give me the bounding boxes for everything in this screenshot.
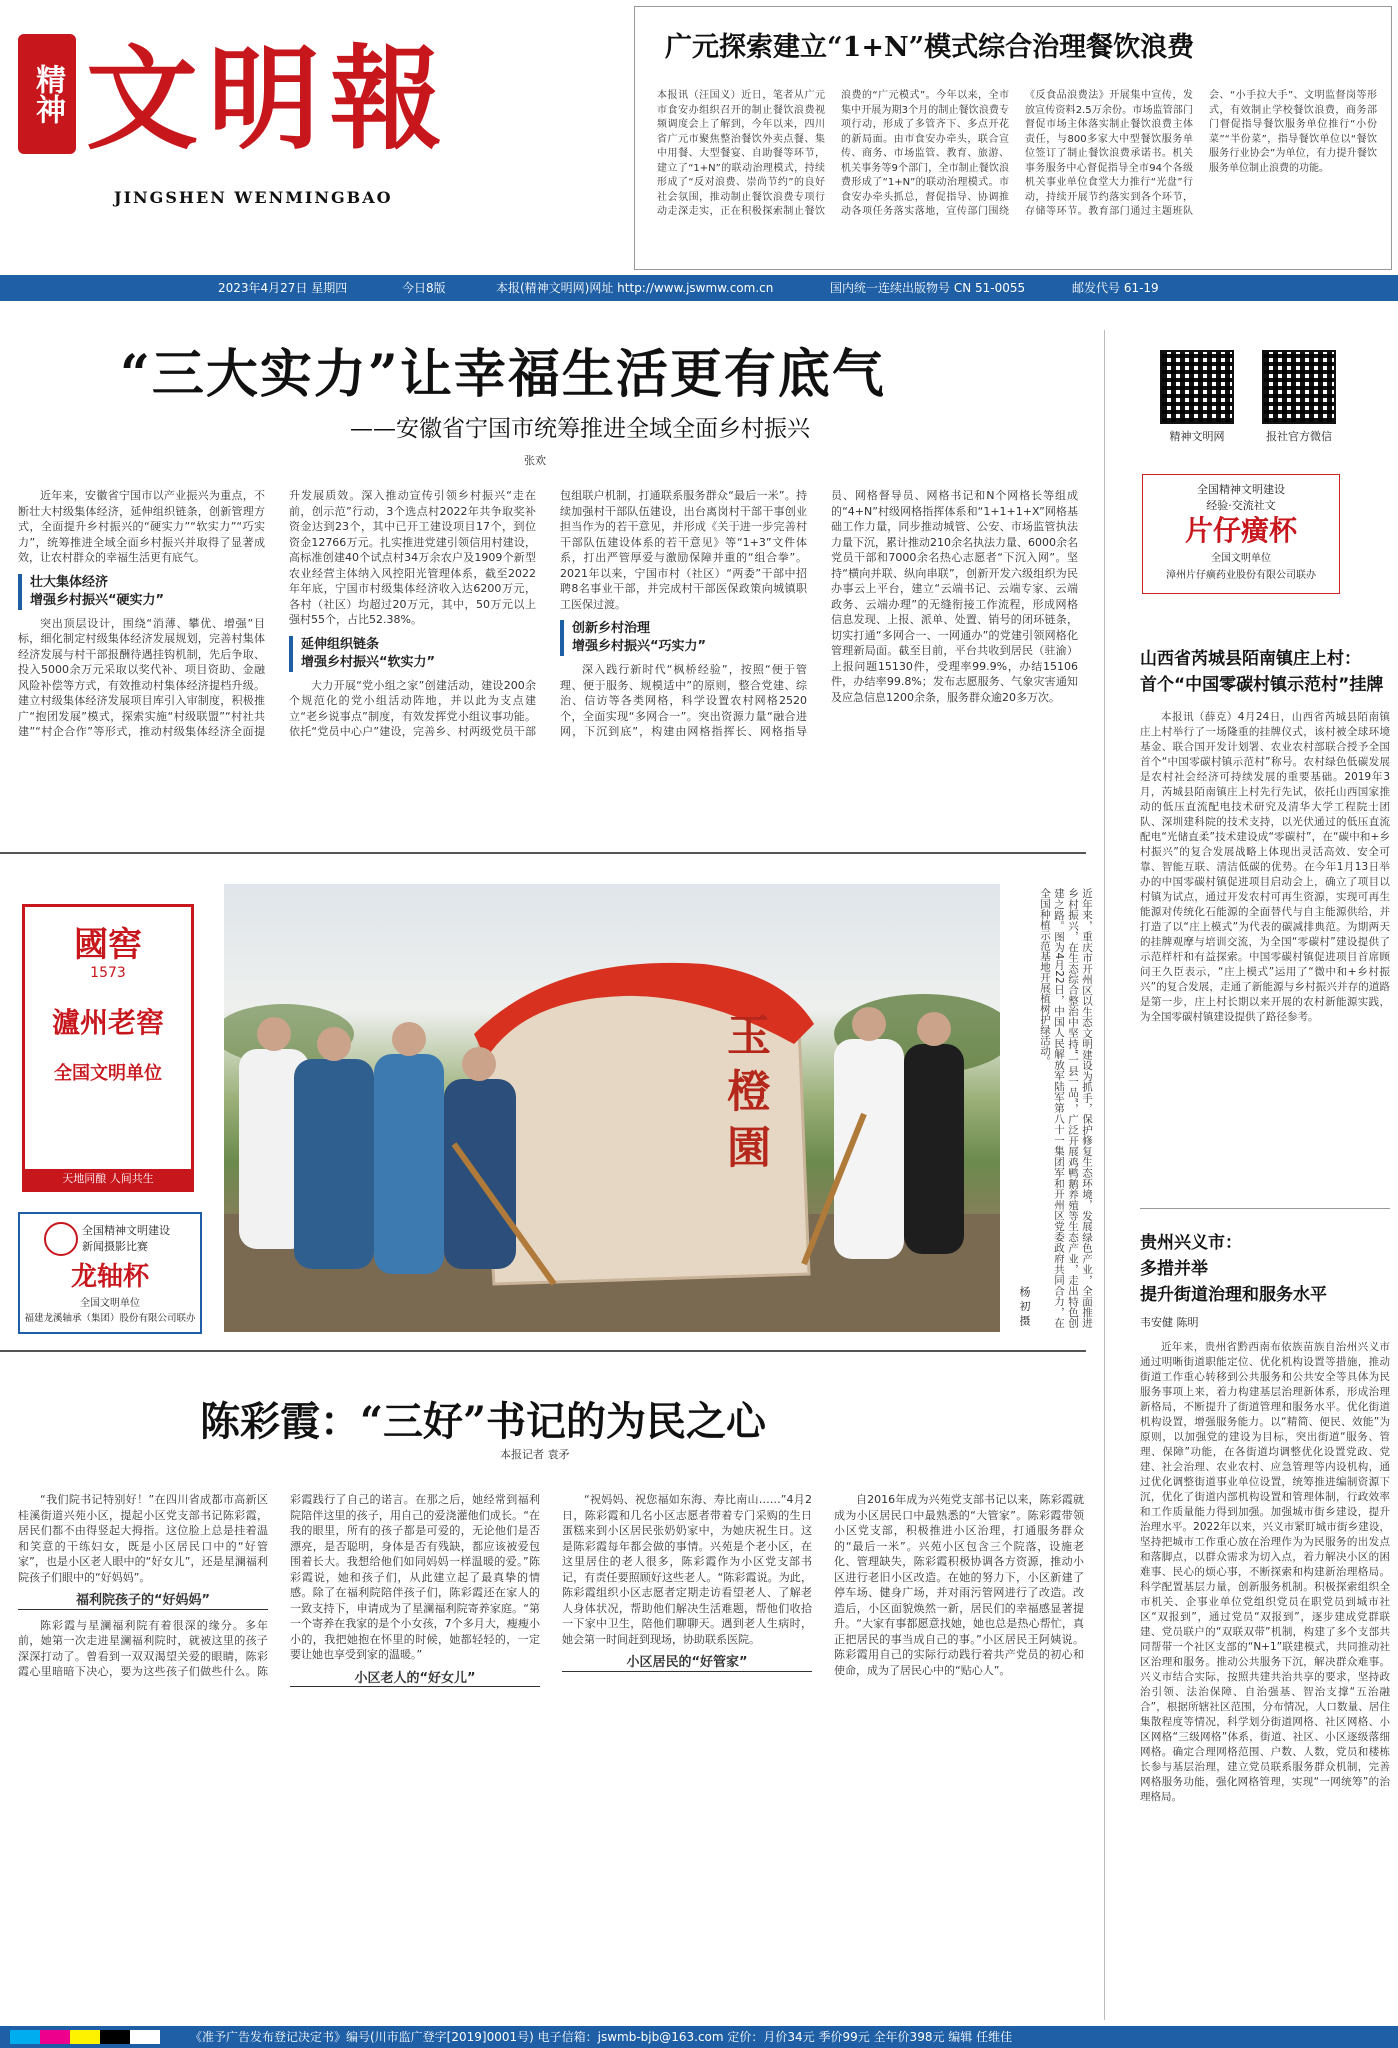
ad-guojiao-unit: 全国文明单位 [54,1063,162,1084]
bottom-author: 本报记者 袁矛 [500,1448,570,1461]
qr-code-icon [1262,350,1336,424]
ad-guojiao-logo: 國窖 [74,925,142,965]
ad-longzhou-line2: 新闻摄影比赛 [82,1240,148,1253]
divider-photo [0,1350,1086,1352]
photo-caption: 近年来，重庆市开州区以生态文明建设为抓手，保护修复生态环境，发展绿色产业，全面推进乡村振兴，在生态综合整治中坚持“一县一品”，广泛开展鸡鸭鹅养殖等生态产业，走出特色创建之路。图为4月22日，中国人民解放军陆军第八十一集团军和开州区党委政府共同合力，在全国种植示范基地开展植树护绿活动。 [1039,888,1093,1328]
right-article1-body: 本报讯（薛克）4月24日，山西省芮城县陌南镇庄上村举行了一场隆重的挂牌仪式，该村被全球环境基金、联合国开发计划署、农业农村部联合授予全国首个“中国零碳村镇示范村”称号。农村绿色低碳发展是农村社会经济可持续发展的重要基础。2019年3月，芮城县陌南镇庄上村先行先试，依托山西国家推动的低压直流配电技术研究及清华大学工程院士团队、深圳建科院的技术支持，以光伏通过的低压直流配电“光储直柔”技术建设成“零碳村”，在“碳中和+乡村振兴”的复合发展战略上体现出灵活高效、安全可靠、智能互联、清洁低碳的优势。在今年1月13日举办的中国零碳村镇促进项目启动会上，确立了项目以村镇为试点，通过开发农村可再生资源，实现可再生能源对传统化石能源的全面替代与自主能源供给，并打造了以“庄上模式”为代表的碳减排典范。为期两天的挂牌观摩与培训交流，为全国“零碳村”建设提供了示范样杆和有益探索。中国零碳村镇促进项目首席顾问王久臣表示，“庄上模式”运用了“微中和+乡村振兴”的复合发展，走通了新能源与乡村振兴并存的道路是第一步，庄上村长期以来开展的农村新能源实践，为全国零碳村镇建设提供了路径参考。 [1140,711,1390,1023]
bottom-text3: 自2016年成为兴苑党支部书记以来，陈彩霞就成为小区居民口中最熟悉的“大管家”。陈彩霞带领小区党支部，积极推进小区治理，打通服务群众的“最后一米”。兴苑小区包含三个院落，设施老化、管理缺失，陈彩霞积极协调各方资源，推动小区进行老旧小区改造。在她的努力下，小区新建了停车场、健身广场，并对雨污管网进行了改造。改造后，小区面貌焕然一新，居民们的幸福感显著提升。“大家有事都愿意找她，她也总是热心帮忙，真正把居民的事当成自己的事。”小区居民王阿姨说。陈彩霞用自己的实际行动践行着共产党员的初心和使命，成为了居民心中的“贴心人”。 [834,1493,1084,1677]
main-intro: 近年来，安徽省宁国市以产业振兴为重点，不断壮大村级集体经济，延伸组织链条，创新管理方式，全面提升乡村振兴的“硬实力”“软实力”“巧实力”，统筹推进全域全面乡村振兴并取得了显著成效，让农村群众的幸福生活更有底气。 [18,489,265,564]
right-article2-headline: 贵州兴义市： 多措并举 提升街道治理和服务水平 [1140,1233,1327,1305]
ad-pzh-brand: 片仔癀杯 [1184,514,1297,547]
qr-right-label: 报社官方微信 [1266,430,1332,443]
qr-wechat[interactable] [1262,350,1336,444]
section2-title: 延伸组织链条 增强乡村振兴“软实力” [289,636,536,672]
right-article2-author: 韦安健 陈明 [1140,1316,1199,1329]
cn-number: 国内统一连续出版物号 CN 51-0055 [830,281,1026,295]
main-subtitle: ——安徽省宁国市统筹推进全域全面乡村振兴 [350,416,810,442]
postal-code: 邮发代号 61-19 [1072,281,1159,295]
issue-date: 2023年4月27日 星期四 [218,281,348,295]
section2-text: 大力开展“党小组之家”创建活动，建设200余个规范化的党小组活动阵地，并以此为支点建立“老乡说事点”制度，有效发挥党小组议事功能。依托“党员中心户”建设，完善乡、村两级党员干部包组联户机制，打通联系服务群众“最后一米”。持续加强村干部队伍建设，出台离岗村干部干事创业担当作为的若干意见，并形成《关于进一步完善村干部队伍建设体系的若干意见》等“1+3”文件体系，打出严管厚爱与激励保障并重的“组合拳”。2021年以来，宁国市村（社区）“两委”干部中招聘8名事业干部，并完成村干部医保政策向城镇职工医保过渡。 [289,489,807,738]
bottom-article-body [18,1492,1084,2012]
main-headline: “三大实力”让幸福生活更有底气 [120,344,886,405]
section1-text: 突出顶层设计，围绕“消薄、攀优、增强”目标，细化制定村级集体经济发展规划，完善村集体经济发展与村干部报酬待遇挂钩机制，先后争取、投入5000余万元采取以奖代补、项目资助、金融风险补偿等方式，有效推动村集体经济提档升级。建立村级集体经济发展项目库引入审制度，积极推广“抱团发展”模式，探索实施“村级联盟”“村社共建”“村企合作”等形式，推动村级集体经济全面提升发展质效。深入推动宣传引领乡村振兴“走在前，创示范”行动，3个选点村2022年共争取奖补资金达到23个，其中已开工建设项目17个，到位资金12766万元。扎实推进党建引领信用村建设，高标准创建40个试点村34万余农户及1909个新型农业经营主体纳入风控阳光管理体系，截至2022年年底，宁国市村级集体经济收入达6200万元，各村（社区）均超过20万元，其中，50万元以上强村55个，占比52.38%。 [18,489,536,738]
bottom-sub1: 福利院孩子的“好妈妈” [18,1593,268,1610]
ad-longzhou-badge [44,1222,78,1256]
right-article1-headline: 山西省芮城县陌南镇庄上村： 首个“中国零碳村镇示范村”挂牌 [1140,649,1384,695]
photo-scene [224,884,1000,1332]
ad-longzhou[interactable] [18,1212,202,1334]
divider-right-1 [1140,1208,1390,1209]
qr-left-label: 精神文明网 [1169,430,1225,443]
bottom-text1: 陈彩霞与星澜福利院有着很深的缘分。多年前，她第一次走进星澜福利院时，就被这里的孩子深深打动了。曾看到一双双渴望关爱的眼睛，陈彩霞心里暗暗下决心，要为这些孩子们做些什么。陈彩霞践行了自己的诺言。在那之后，她经常到福利院陪伴这里的孩子，用自己的爱浇灌他们成长。“在我的眼里，所有的孩子都是可爱的，无论他们是否漂亮，是否聪明，身体是否有残缺，都应该被爱包围着长大。我想给他们如同妈妈一样温暖的爱。”陈彩霞说，她和孩子们，从此建立起了最真挚的情感。除了在福利院陪伴孩子们，陈彩霞还在家人的一致支持下，申请成为了星澜福利院寄养家庭。“第一个寄养在我家的是个小女孩，7个多月大，瘦瘦小小的，我把她抱在怀里的时候，她都轻轻的，一定要让她也享受到家的温暖。” [18,1493,540,1678]
divider-main [0,852,1086,854]
masthead [18,20,478,210]
masthead-pinyin: JINGSHEN WENMINGBAO [114,188,393,207]
today-pages: 今日8版 [402,281,446,295]
main-article-body [18,488,1078,838]
logo-small-seal: 精神 [18,34,76,154]
ad-guojiao-brand: 瀘州老窖 [51,1006,164,1039]
ad-pzh-line3: 全国文明单位 [1211,553,1271,564]
top-article-headline: 广元探索建立“1+N”模式综合治理餐饮浪费 [665,32,1195,63]
section3-text: 深入践行新时代“枫桥经验”，按照“便于管理、便于服务、规模适中”的原则，整合党建、综治、信访等各类网格，科学设置农村网格2520个，全面实现“多网合一”。突出资源力量“融合进网，下沉到底”，构建由网格指挥长、网格指导员、网格督导员、网格书记和N个网格长等组成的“4+N”村级网格指挥体系和“1+1+1+X”网格基础工作力量，同步推动城管、公安、市场监管执法力量下沉，累计推动210余名执法力量、6000余名党员干部和7000余名热心志愿者“下沉入网”。坚持“横向并联、纵向串联”，创新开发六级组织为民办事云上平台，建立“云端书记、云端专家、云端政务、云端办理”的无缝衔接工作流程，形成网格信息发现、上报、派单、处置、销号的闭环链条，切实打通“多网合一、一网通办”的党建引领网格化管理新局面。截至目前，平台共收到居民（驻渝）上报问题15130件，受理率99.9%，办结15106件，办结率99.8%；发布志愿服务、气象灾害通知及应急信息1200余条，服务群众逾20多万次。 [560,489,1078,738]
bottom-intro: “我们院书记特别好！”在四川省成都市高新区桂溪街道兴苑小区，提起小区党支部书记陈彩霞，居民们都不由得竖起大拇指。这位脸上总是挂着温和笑意的干练妇女，既是小区居民口中的“好管家”，也是小区老人眼中的“好女儿”，还是星澜福利院孩子们眼中的“好妈妈”。 [18,1493,268,1584]
right-article2 [1140,1230,1390,2010]
news-photo [224,884,1000,1332]
ad-longzhou-company: 福建龙溪轴承（集团）股份有限公司联办 [24,1313,196,1324]
stone-inscription: 玉橙園 [719,1012,770,1180]
main-author: 张欢 [524,454,546,467]
section3-title: 创新乡村治理 增强乡村振兴“巧实力” [560,620,807,656]
footer-text: 《准予广告发布登记决定书》编号(川市监广登字[2019]0001号) 电子信箱：jswmb-bjb@163.com 定价：月价34元 季价99元 全年价398元 编辑 任维佳 [190,2030,1013,2044]
footer-cmyk-marks [10,2030,160,2044]
ad-longzhou-line1: 全国精神文明建设 [82,1224,170,1237]
ad-longzhou-unit: 全国文明单位 [80,1298,140,1309]
bottom-sub3: 小区居民的“好管家” [562,1655,812,1672]
qr-code-icon [1160,350,1234,424]
top-article [634,6,1392,270]
bottom-text2: “祝妈妈、祝您福如东海、寿比南山……”4月2日，陈彩霞和几名小区志愿者带着专门采购的生日蛋糕来到小区居民张奶奶家中，为她庆祝生日。这是陈彩霞每年都会做的事情。兴苑是个老小区，在这里居住的老人很多，陈彩霞作为小区党支部书记，有责任要照顾好这些老人。“陈彩霞说。为此，陈彩霞组织小区志愿者定期走访看望老人、了解老人身体状况，帮助他们解决生活难题，帮他们收拾一下家中卫生，陪他们聊聊天。遇到老人生病时，她会第一时间赶到现场，协助联系医院。 [562,1493,812,1646]
divider-right-column [1104,330,1105,2020]
right-article1 [1140,646,1390,1150]
ad-longzhou-brand: 龙轴杯 [70,1262,149,1292]
website-link[interactable]: 本报(精神文明网)网址 http://www.jswmw.com.cn [496,281,774,295]
section1-title: 壮大集体经济 增强乡村振兴“硬实力” [18,574,265,610]
right-article2-body: 近年来，贵州省黔西南布依族苗族自治州兴义市通过明晰街道职能定位、优化机构设置等措施，推动街道工作重心转移到公共服务和公共安全等具体为民服务事项上来，着力构建基层治理新体系，形成治理新格局，不断提升了街道管理和服务水平。优化街道机构设置，增强服务能力。以“精简、便民、效能”为原则，以加强党的建设为目标，突出街道“服务、管理、保障”功能，在各街道均调整优化设置党政、党建、社会治理、农业农村、应急管理等内设机构，通过优化调整街道事业单位设置，统筹推进编制资源下沉，优化了街道内部机构设置和管理体制，行政效率和工作质量能力得到加强。加强城市街乡建设，提升治理水平。2022年以来，兴义市紧盯城市街乡建设，坚持把城市工作重心放在治理作为为民服务的出发点和落脚点，以群众需求为切入点，着力解决小区的困难事、民心的烦心事，不断探索和构建新治理格局。科学配置基层力量，创新服务机制。积极探索组织全市机关、企事业单位党组织党员在职党员到城市社区“双报到”，通过党员“双报到”，逐步建成党群联建、党员联户的“双联双带”机制，构建了多个支部共同帮带一个社区支部的“N+1”联建模式，共同推动社区治理和服务。推动公共服务下沉，解决群众难事。兴义市结合实际，按照共建共治共享的要求，坚持政治引领、法治保障、自治强基、智治支撑“五治融合”，根据所辖社区范围，分布情况，人口数量、居住集散程度等情况，科学划分街道网格、社区网格、小区网格“三级网格”体系，街道、社区、小区逐级落细网格。确定合理网格范围、户数、人数，党员和楼栋长参与基层治理，建立党员联系服务群众机制，完善网格服务功能，强化网格管理，实现“一网统筹”的治理格局。 [1140,1341,1390,1803]
ad-guojiao[interactable] [22,904,194,1192]
photo-credit: 杨 初 摄 [1018,1286,1031,1326]
date-bar [0,275,1398,301]
ad-guojiao-year: 1573 [90,965,126,981]
bottom-sub2: 小区老人的“好女儿” [290,1671,540,1688]
ad-pzh-company: 漳州片仔癀药业股份有限公司联办 [1166,570,1316,581]
bottom-headline: 陈彩霞：“三好”书记的为民之心 [200,1398,767,1445]
qr-jswmw[interactable] [1160,350,1234,444]
ad-pianzaihuang[interactable] [1142,474,1340,594]
footer-bar [0,2026,1398,2048]
masthead-logo: 文明報 [86,34,452,165]
ad-pzh-line2: 经验·交流社文 [1206,499,1276,512]
top-article-body: 本报讯（汪国义）近日，笔者从广元市食安办组织召开的制止餐饮浪费视频调度会上了解到，今年以来，四川省广元市聚焦整治餐饮外卖点餐、集中用餐、大型餐宴、自助餐等环节，建立了“1+N”的联动治理模式，持续形成了“反对浪费、崇尚节约”的良好社会氛围，推动制止餐饮浪费专项行动走深走实，正在积极探索制止餐饮浪费的“广元模式”。今年以来，全市集中开展为期3个月的制止餐饮浪费专项行动，形成了多管齐下、多点开花的新局面。由市食安办牵头，联合宣传、商务、市场监管、教育、旅游、机关事务等9个部门，全市制止餐饮浪费形成了“1+N”的联动治理模式。市食安办牵头抓总，督促指导、协调推动各项任务落实落地，宣传部门围绕《反食品浪费法》开展集中宣传，发放宣传资料2.5万余份。市场监管部门督促市场主体落实制止餐饮浪费主体责任，与800多家大中型餐饮服务单位签订了制止餐饮浪费承诺书。机关事务服务中心督促指导全市94个各级机关事业单位食堂大力推行“光盘”行动，持续开展节约落实到各个环节，存储等环节。教育部门通过主题班队会、“小手拉大手”、文明监督岗等形式，有效制止学校餐饮浪费，商务部门督促指导餐饮服务单位推行“小份菜”“半份菜”，指导餐饮单位以“餐饮服务行业协会”为单位，有力提升餐饮服务单位制止浪费的功能。 [657,90,1377,217]
ad-pzh-line1: 全国精神文明建设 [1197,483,1285,496]
ad-guojiao-slogan: 天地同酿 人间共生 [25,1169,191,1189]
